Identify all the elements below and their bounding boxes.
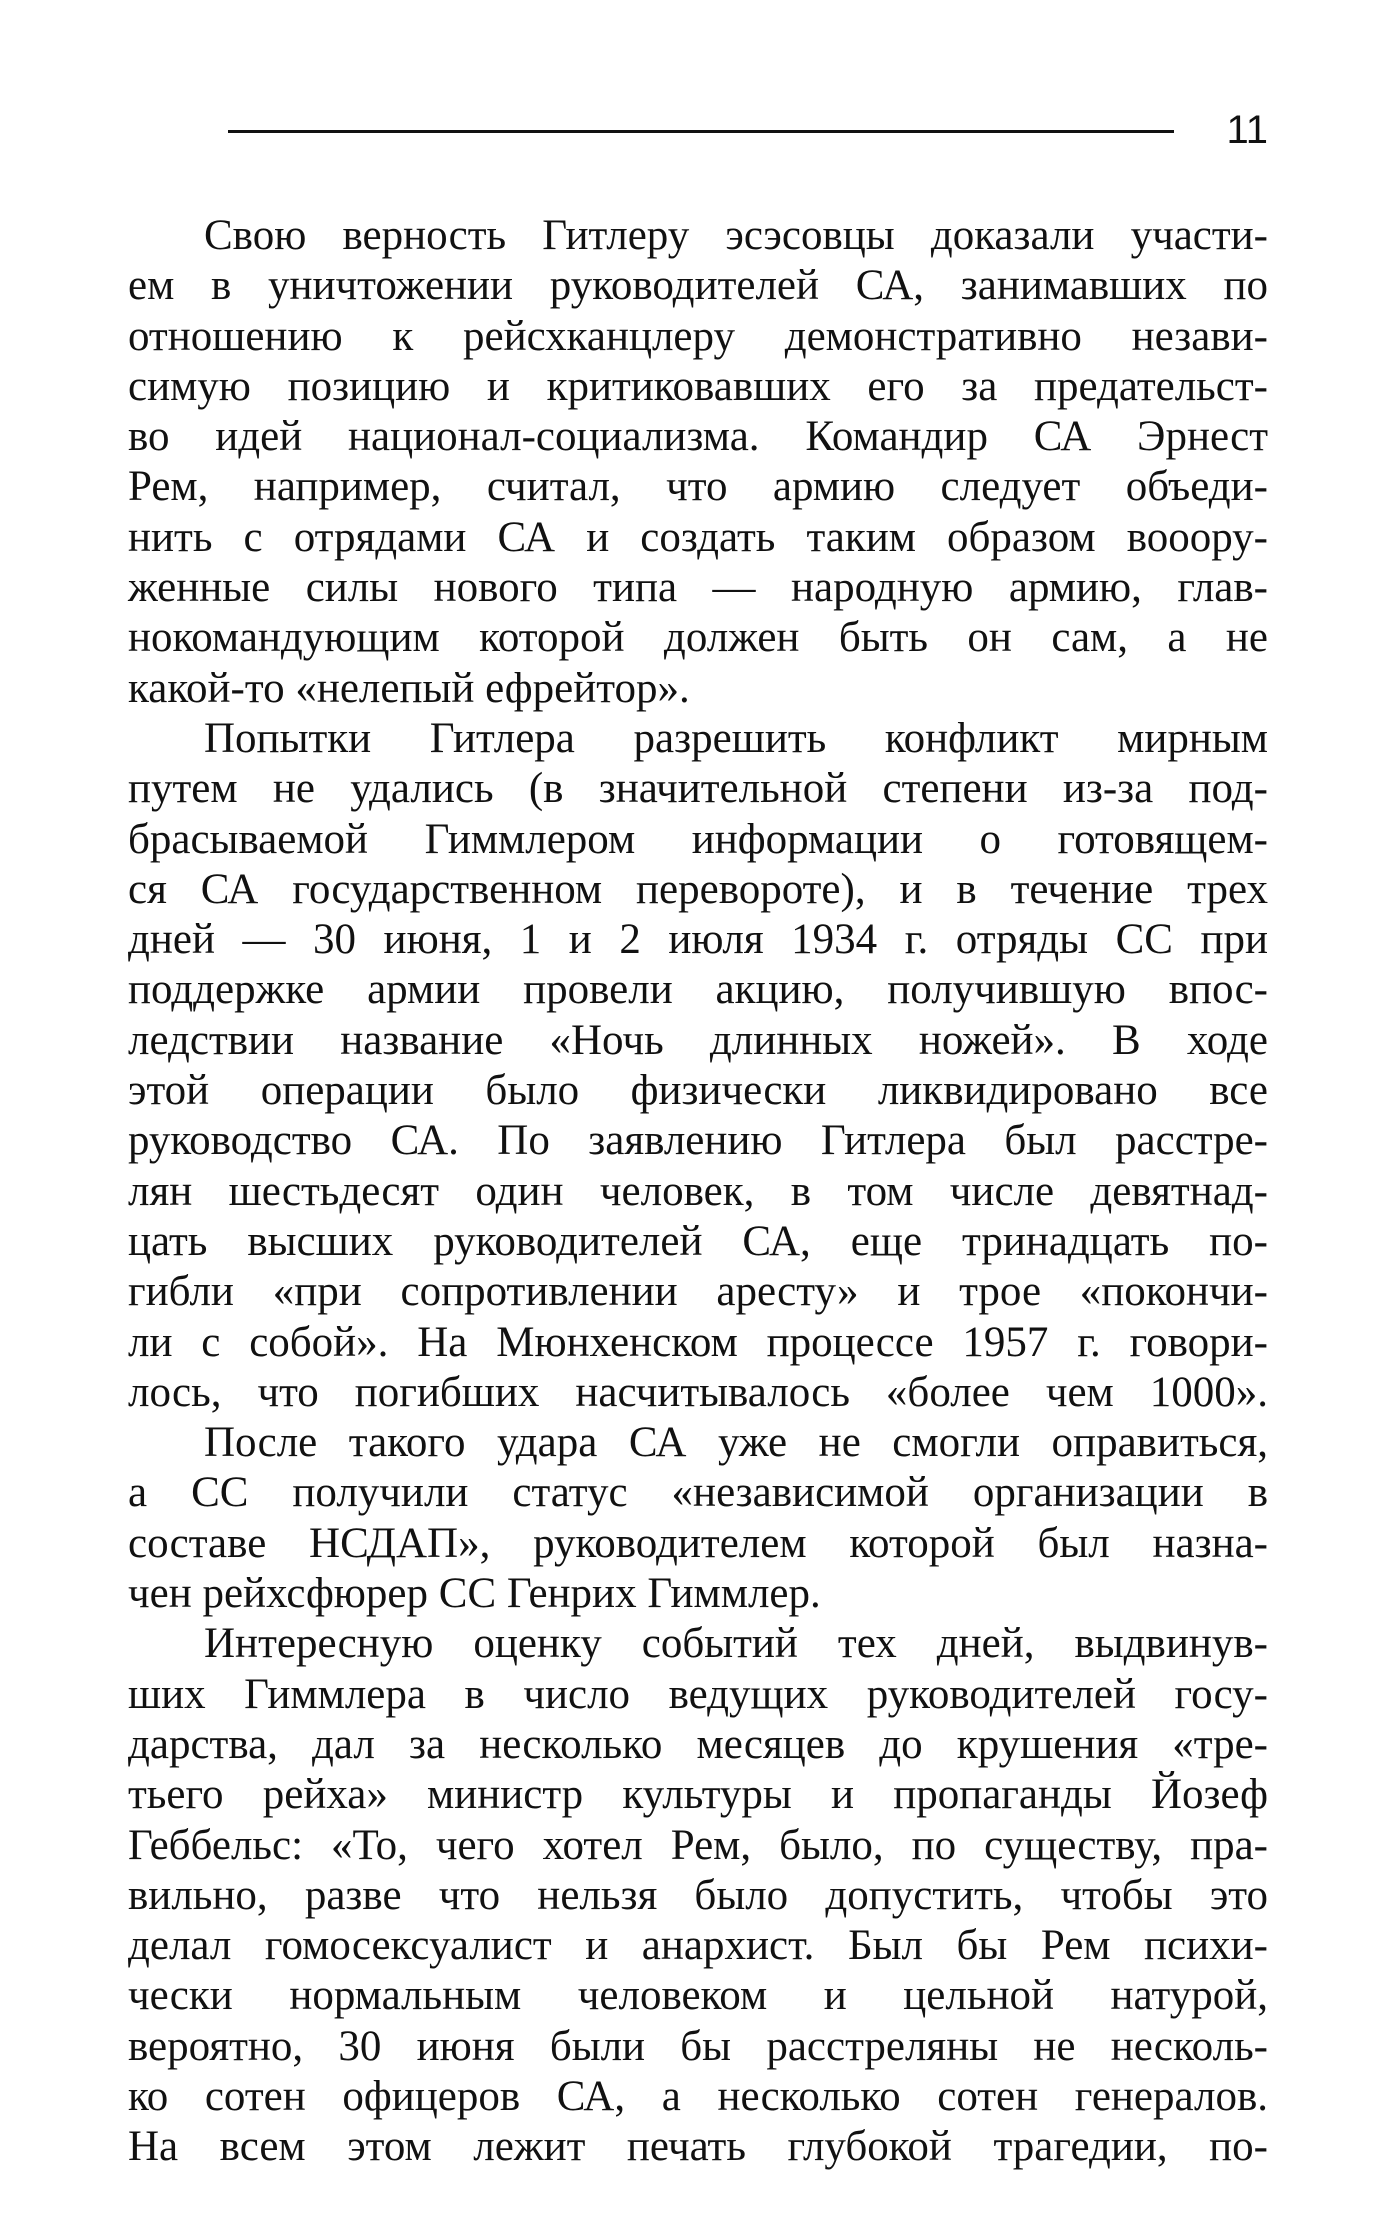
text-line: ем в уничтожении руководителей СА, занимавших по bbox=[128, 262, 1268, 310]
text-line: лян шестьдесят один человек, в том числе девятнад- bbox=[128, 1167, 1268, 1215]
text-line: вильно, разве что нельзя было допустить, чтобы это bbox=[128, 1871, 1268, 1919]
text-line: чески нормальным человеком и цельной натурой, bbox=[128, 1972, 1268, 2020]
text-line: После такого удара СА уже не смогли оправиться, bbox=[204, 1419, 1268, 1467]
text-line: ших Гиммлера в число ведущих руководителей госу- bbox=[128, 1670, 1268, 1718]
text-line: лось, что погибших насчитывалось «более чем 1000». bbox=[128, 1368, 1268, 1416]
text-line: руководство СА. По заявлению Гитлера был расстре- bbox=[128, 1117, 1268, 1165]
text-line: отношению к рейсхканцлеру демонстративно незави- bbox=[128, 312, 1268, 360]
text-line: Интересную оценку событий тех дней, выдвинув- bbox=[204, 1620, 1268, 1668]
text-line: брасываемой Гиммлером информации о готовящем- bbox=[128, 815, 1268, 863]
text-line: дарства, дал за несколько месяцев до крушения «тре- bbox=[128, 1720, 1268, 1768]
text-line: ледствии название «Ночь длинных ножей». В ходе bbox=[128, 1016, 1268, 1064]
page-number: 11 bbox=[1226, 108, 1268, 152]
text-line: Попытки Гитлера разрешить конфликт мирным bbox=[204, 714, 1268, 762]
text-line: нить с отрядами СА и создать таким образом вооору- bbox=[128, 513, 1268, 561]
text-line: Геббельс: «То, чего хотел Рем, было, по существу, пра- bbox=[128, 1821, 1268, 1869]
text-line: гибли «при сопротивлении аресту» и трое «покончи- bbox=[128, 1268, 1268, 1316]
text-line: чен рейхсфюрер СС Генрих Гиммлер. bbox=[128, 1570, 821, 1618]
text-line: цать высших руководителей СА, еще тринадцать по- bbox=[128, 1217, 1268, 1265]
text-line: а СС получили статус «независимой организации в bbox=[128, 1469, 1268, 1517]
text-line: Рем, например, считал, что армию следует объеди- bbox=[128, 463, 1268, 511]
text-line: поддержке армии провели акцию, получившую впос- bbox=[128, 966, 1268, 1014]
text-line: во идей национал-социализма. Командир СА Эрнест bbox=[128, 413, 1268, 461]
text-line: тьего рейха» министр культуры и пропаганды Йозеф bbox=[128, 1771, 1268, 1819]
text-line: какой-то «нелепый ефрейтор». bbox=[128, 664, 690, 712]
text-line: симую позицию и критиковавших его за предательст- bbox=[128, 362, 1268, 410]
running-head bbox=[228, 100, 1268, 160]
text-line: вероятно, 30 июня были бы расстреляны не несколь- bbox=[128, 2022, 1268, 2070]
text-line: ли с собой». На Мюнхенском процессе 1957 г. говори- bbox=[128, 1318, 1268, 1366]
text-line: ко сотен офицеров СА, а несколько сотен генералов. bbox=[128, 2072, 1268, 2120]
text-line: путем не удались (в значительной степени из-за под- bbox=[128, 765, 1268, 813]
text-line: составе НСДАП», руководителем которой был назна- bbox=[128, 1519, 1268, 1567]
text-line: Свою верность Гитлеру эсэсовцы доказали участи- bbox=[204, 212, 1268, 259]
text-line: дней — 30 июня, 1 и 2 июля 1934 г. отряды СС при bbox=[128, 916, 1268, 964]
text-line: На всем этом лежит печать глубокой трагедии, по- bbox=[128, 2123, 1268, 2171]
text-line: женные силы нового типа — народную армию, глав- bbox=[128, 564, 1268, 612]
text-line: этой операции было физически ликвидировано все bbox=[128, 1067, 1268, 1115]
body-text bbox=[128, 211, 1268, 2173]
text-line: ся СА государственном перевороте), и в течение трех bbox=[128, 865, 1268, 913]
text-line: делал гомосексуалист и анархист. Был бы Рем психи- bbox=[128, 1922, 1268, 1970]
text-line: нокомандующим которой должен быть он сам, а не bbox=[128, 614, 1268, 662]
header-rule bbox=[228, 130, 1174, 133]
